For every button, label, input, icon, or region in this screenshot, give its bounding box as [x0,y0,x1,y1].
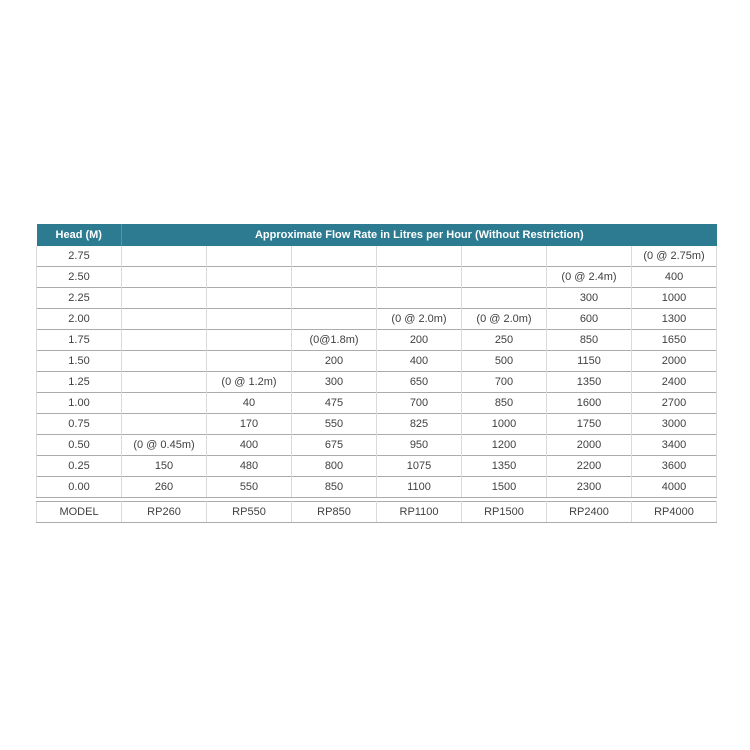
model-cell: RP1500 [462,502,547,523]
flow-cell: 825 [377,414,462,435]
flow-cell: 600 [547,309,632,330]
flow-cell [462,246,547,267]
flow-cell: 300 [547,288,632,309]
flow-cell [207,246,292,267]
model-cell: RP4000 [632,502,717,523]
flow-cell: 400 [632,267,717,288]
flow-cell [377,288,462,309]
head-cell: 1.75 [37,330,122,351]
flow-cell: (0 @ 1.2m) [207,372,292,393]
flow-cell [547,246,632,267]
flow-cell: 800 [292,456,377,477]
model-cell: RP260 [122,502,207,523]
flow-cell: 500 [462,351,547,372]
flow-cell: (0@1.8m) [292,330,377,351]
flow-rate-table-wrap [36,224,716,523]
flow-cell: 3400 [632,435,717,456]
flow-cell: 850 [292,477,377,498]
head-cell: 2.25 [37,288,122,309]
model-cell: RP850 [292,502,377,523]
flow-cell [122,393,207,414]
head-cell: 1.25 [37,372,122,393]
flow-row [37,393,717,414]
flow-cell: (0 @ 2.75m) [632,246,717,267]
flow-cell [207,351,292,372]
flow-cell [122,351,207,372]
flow-cell [122,372,207,393]
model-row-table [36,501,717,523]
flow-cell: 150 [122,456,207,477]
flow-cell: 1350 [462,456,547,477]
model-cell: RP1100 [377,502,462,523]
flow-cell: 200 [292,351,377,372]
head-cell: 0.25 [37,456,122,477]
flow-cell: 1200 [462,435,547,456]
model-cell: RP550 [207,502,292,523]
flow-cell: 650 [377,372,462,393]
flow-cell: 1000 [632,288,717,309]
flow-cell [377,267,462,288]
flow-row [37,477,717,498]
flow-cell [292,309,377,330]
flow-cell: 2000 [547,435,632,456]
flow-cell: 2000 [632,351,717,372]
flow-cell: 40 [207,393,292,414]
flow-cell: 250 [462,330,547,351]
flow-cell: 550 [292,414,377,435]
flow-cell: 400 [207,435,292,456]
flow-cell: 1350 [547,372,632,393]
flow-row [37,288,717,309]
model-row [37,502,717,523]
flow-row [37,372,717,393]
flow-cell: 3600 [632,456,717,477]
flow-row [37,330,717,351]
flow-cell: (0 @ 0.45m) [122,435,207,456]
head-column-header: Head (M) [37,224,122,246]
flow-cell: 1650 [632,330,717,351]
flow-cell: (0 @ 2.0m) [462,309,547,330]
flow-cell: 850 [547,330,632,351]
flow-cell: 700 [462,372,547,393]
flow-cell: 475 [292,393,377,414]
flow-row [37,309,717,330]
flow-cell [122,288,207,309]
flow-cell [207,267,292,288]
head-cell: 2.00 [37,309,122,330]
table-title: Approximate Flow Rate in Litres per Hour (Without Restriction) [122,224,717,246]
flow-cell [292,267,377,288]
flow-cell: 300 [292,372,377,393]
flow-cell [122,309,207,330]
flow-cell [207,309,292,330]
flow-row [37,414,717,435]
flow-row [37,456,717,477]
flow-cell: 1100 [377,477,462,498]
flow-cell: 4000 [632,477,717,498]
flow-row [37,246,717,267]
head-cell: 0.75 [37,414,122,435]
head-cell: 1.00 [37,393,122,414]
head-cell: 0.00 [37,477,122,498]
flow-cell: 170 [207,414,292,435]
flow-cell: 700 [377,393,462,414]
flow-cell: 1300 [632,309,717,330]
flow-rate-table [36,224,717,498]
flow-cell: (0 @ 2.4m) [547,267,632,288]
flow-cell: 2300 [547,477,632,498]
flow-cell [377,246,462,267]
flow-cell: 3000 [632,414,717,435]
flow-cell [122,330,207,351]
flow-cell [122,246,207,267]
flow-cell: 200 [377,330,462,351]
flow-cell [122,267,207,288]
flow-cell [462,288,547,309]
flow-cell [207,288,292,309]
head-cell: 1.50 [37,351,122,372]
model-cell: RP2400 [547,502,632,523]
flow-row [37,267,717,288]
flow-cell [122,414,207,435]
flow-cell [462,267,547,288]
flow-cell [292,288,377,309]
flow-row [37,351,717,372]
head-cell: 2.50 [37,267,122,288]
flow-cell: 550 [207,477,292,498]
flow-cell [292,246,377,267]
flow-cell: 1000 [462,414,547,435]
flow-cell: 2700 [632,393,717,414]
flow-cell: (0 @ 2.0m) [377,309,462,330]
flow-cell: 850 [462,393,547,414]
flow-cell: 1075 [377,456,462,477]
flow-cell: 1500 [462,477,547,498]
flow-cell: 2200 [547,456,632,477]
head-cell: 2.75 [37,246,122,267]
model-row-label: MODEL [37,502,122,523]
flow-cell: 1600 [547,393,632,414]
flow-cell: 480 [207,456,292,477]
flow-cell: 400 [377,351,462,372]
flow-cell [207,330,292,351]
flow-cell: 1750 [547,414,632,435]
flow-cell: 675 [292,435,377,456]
flow-cell: 950 [377,435,462,456]
flow-row [37,435,717,456]
flow-cell: 260 [122,477,207,498]
flow-cell: 2400 [632,372,717,393]
head-cell: 0.50 [37,435,122,456]
table-header-row [37,224,717,246]
flow-cell: 1150 [547,351,632,372]
